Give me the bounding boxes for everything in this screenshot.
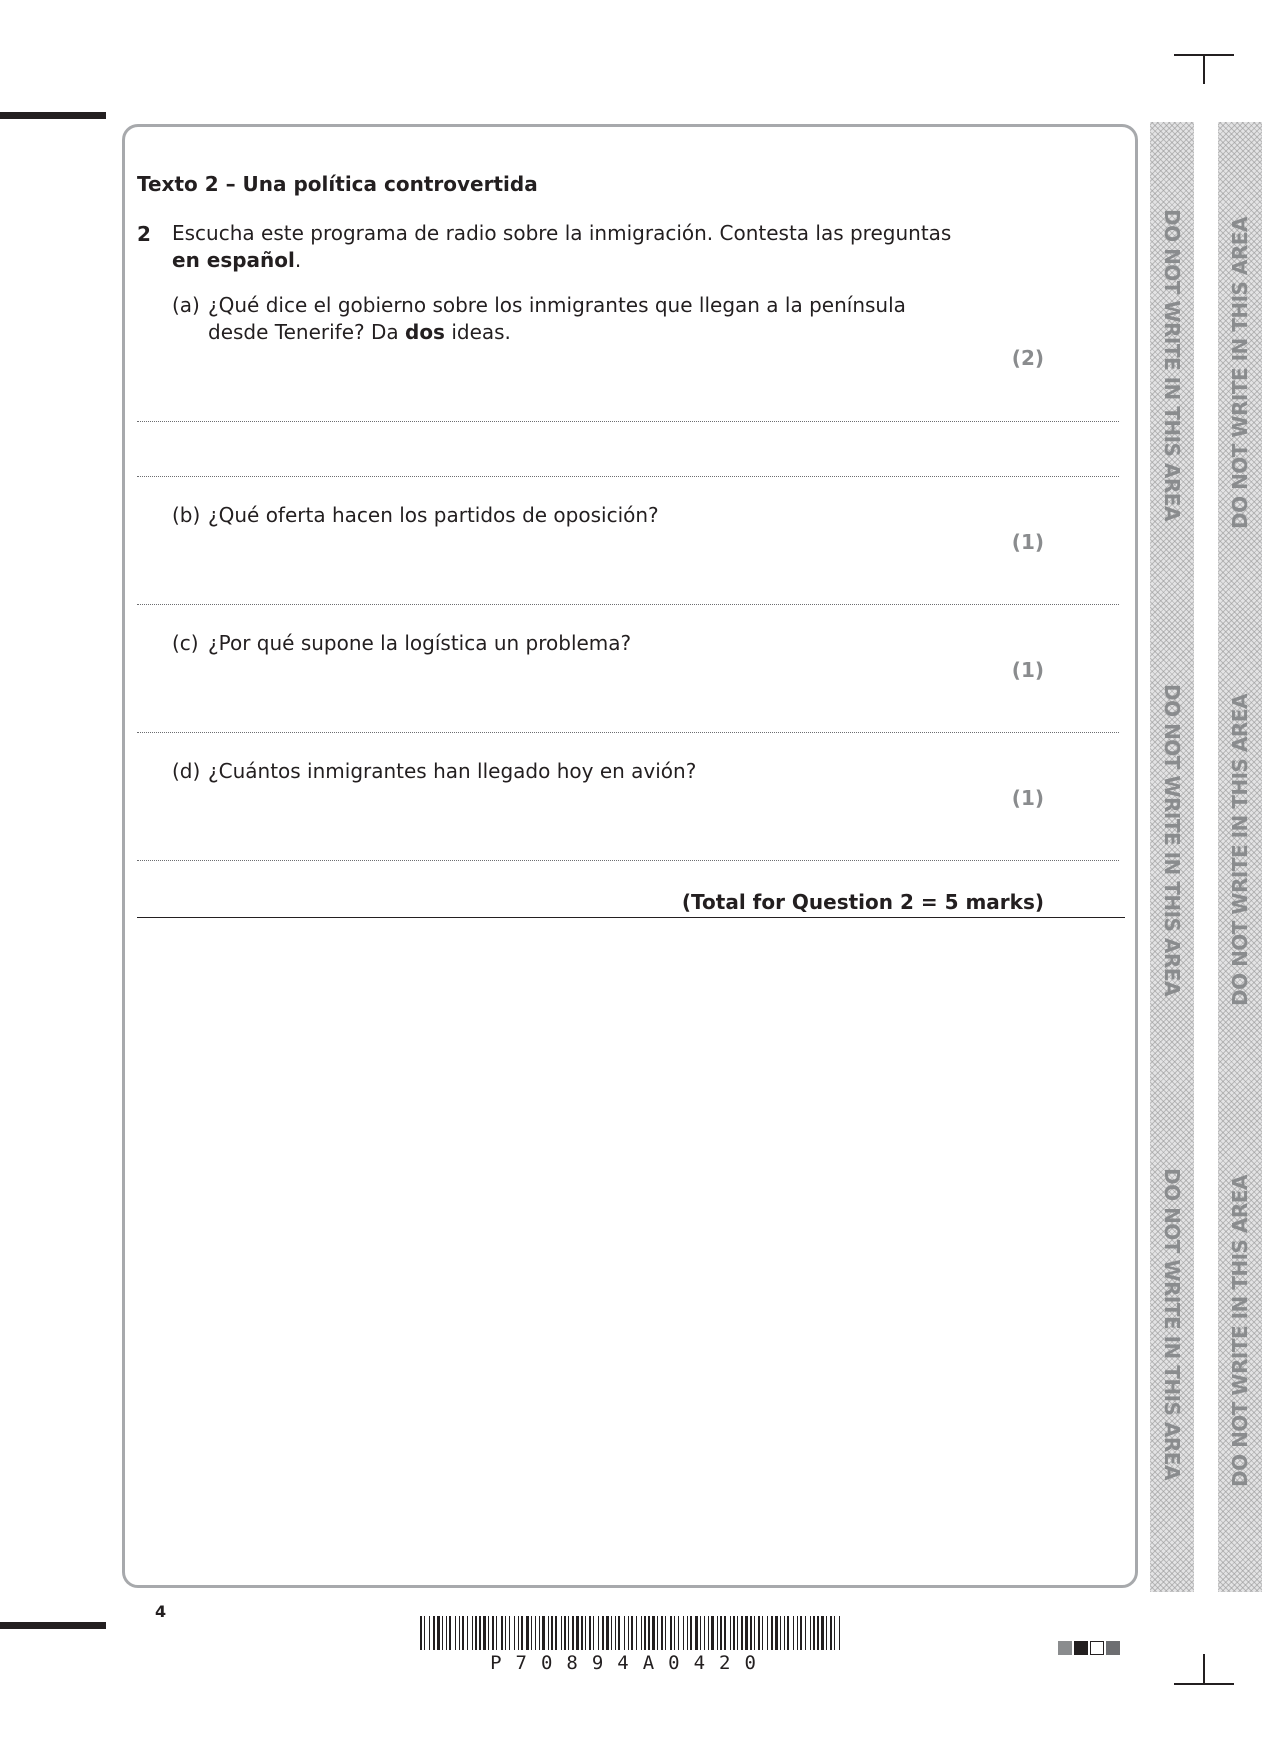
do-not-write-label: DO NOT WRITE IN THIS AREA bbox=[1228, 217, 1252, 529]
answer-line[interactable] bbox=[137, 476, 1119, 477]
section-title: Texto 2 – Una política controvertida bbox=[137, 172, 538, 196]
binding-bar-bottom bbox=[0, 1622, 106, 1629]
do-not-write-label: DO NOT WRITE IN THIS AREA bbox=[1160, 684, 1184, 996]
question-number: 2 bbox=[137, 222, 151, 246]
do-not-write-label: DO NOT WRITE IN THIS AREA bbox=[1228, 694, 1252, 1006]
page-code-blocks bbox=[1058, 1641, 1120, 1655]
do-not-write-label: DO NOT WRITE IN THIS AREA bbox=[1228, 1175, 1252, 1487]
total-rule bbox=[137, 917, 1125, 918]
part-a-marks: (2) bbox=[1011, 346, 1044, 370]
do-not-write-strip-outer bbox=[1218, 122, 1262, 1592]
part-c-letter: (c) bbox=[172, 631, 199, 655]
answer-line[interactable] bbox=[137, 604, 1119, 605]
answer-line[interactable] bbox=[137, 732, 1119, 733]
part-b-letter: (b) bbox=[172, 503, 201, 527]
binding-bar-top bbox=[0, 112, 106, 119]
answer-line[interactable] bbox=[137, 860, 1119, 861]
crop-mark-bottom-vertical bbox=[1203, 1654, 1205, 1684]
crop-mark-top-vertical bbox=[1203, 54, 1205, 84]
barcode-text: P70894A0420 bbox=[490, 1652, 770, 1674]
part-a-letter: (a) bbox=[172, 293, 200, 317]
part-b-question: ¿Qué oferta hacen los partidos de oposición? bbox=[208, 503, 659, 527]
do-not-write-label: DO NOT WRITE IN THIS AREA bbox=[1160, 1168, 1184, 1480]
part-c-question: ¿Por qué supone la logística un problema? bbox=[208, 631, 632, 655]
question-instruction: Escucha este programa de radio sobre la inmigración. Contesta las preguntas en español. bbox=[172, 221, 952, 272]
part-d-letter: (d) bbox=[172, 759, 201, 783]
part-b-marks: (1) bbox=[1011, 530, 1044, 554]
part-d-marks: (1) bbox=[1011, 786, 1044, 810]
do-not-write-strip-inner bbox=[1150, 122, 1194, 1592]
part-d-question: ¿Cuántos inmigrantes han llegado hoy en avión? bbox=[208, 759, 697, 783]
do-not-write-label: DO NOT WRITE IN THIS AREA bbox=[1160, 209, 1184, 521]
part-c-marks: (1) bbox=[1011, 658, 1044, 682]
page-number: 4 bbox=[155, 1602, 167, 1621]
question-total: (Total for Question 2 = 5 marks) bbox=[681, 890, 1044, 914]
answer-line[interactable] bbox=[137, 421, 1119, 422]
barcode bbox=[420, 1616, 840, 1650]
part-a-question: ¿Qué dice el gobierno sobre los inmigrantes que llegan a la península desde Tenerife? Da dos ideas. bbox=[208, 293, 906, 344]
